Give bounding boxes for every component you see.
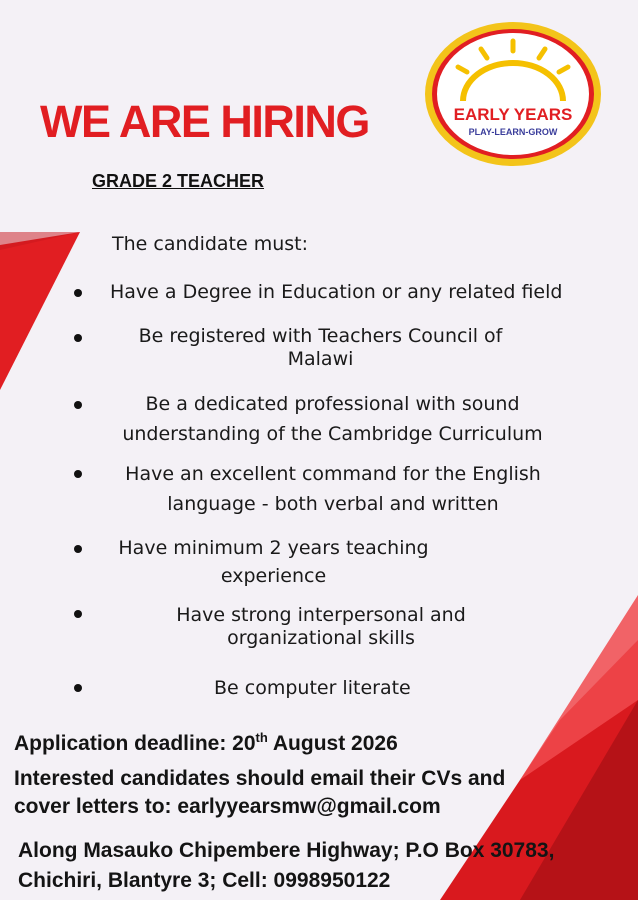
bullet-icon: [74, 684, 82, 692]
list-item: Be a dedicated professional with sound understanding of the Cambridge Curriculum: [122, 393, 543, 445]
bullet-icon: [74, 334, 82, 342]
list-item: Have minimum 2 years teaching experience: [118, 537, 429, 587]
application-instructions: Interested candidates should email their CVs and cover letters to: earlyyearsmw@gmail.com: [14, 767, 506, 818]
list-item: Be computer literate: [214, 677, 411, 699]
application-deadline: Application deadline: 20th August 2026: [14, 730, 398, 755]
bullet-icon: [74, 470, 82, 478]
bullet-icon: [74, 610, 82, 618]
bullet-icon: [74, 545, 82, 553]
contact-address: Along Masauko Chipembere Highway; P.O Box 30783, Chichiri, Blantyre 3; Cell: 0998950122: [18, 839, 555, 892]
list-item: Have a Degree in Education or any related field: [110, 281, 563, 303]
position-title: GRADE 2 TEACHER: [92, 171, 265, 191]
logo-name: EARLY YEARS: [453, 105, 573, 124]
bullet-icon: [74, 289, 82, 297]
logo-tagline: PLAY-LEARN-GROW: [468, 127, 558, 137]
bullet-icon: [74, 401, 82, 409]
list-item: Have strong interpersonal and organizational skills: [176, 604, 466, 649]
list-item: Have an excellent command for the English language - both verbal and written: [125, 463, 541, 515]
page-title: WE ARE HIRING: [40, 96, 369, 147]
early-years-logo: [421, 19, 605, 169]
requirements-intro: The candidate must:: [112, 233, 309, 255]
list-item: Be registered with Teachers Council of Malawi: [138, 325, 503, 370]
